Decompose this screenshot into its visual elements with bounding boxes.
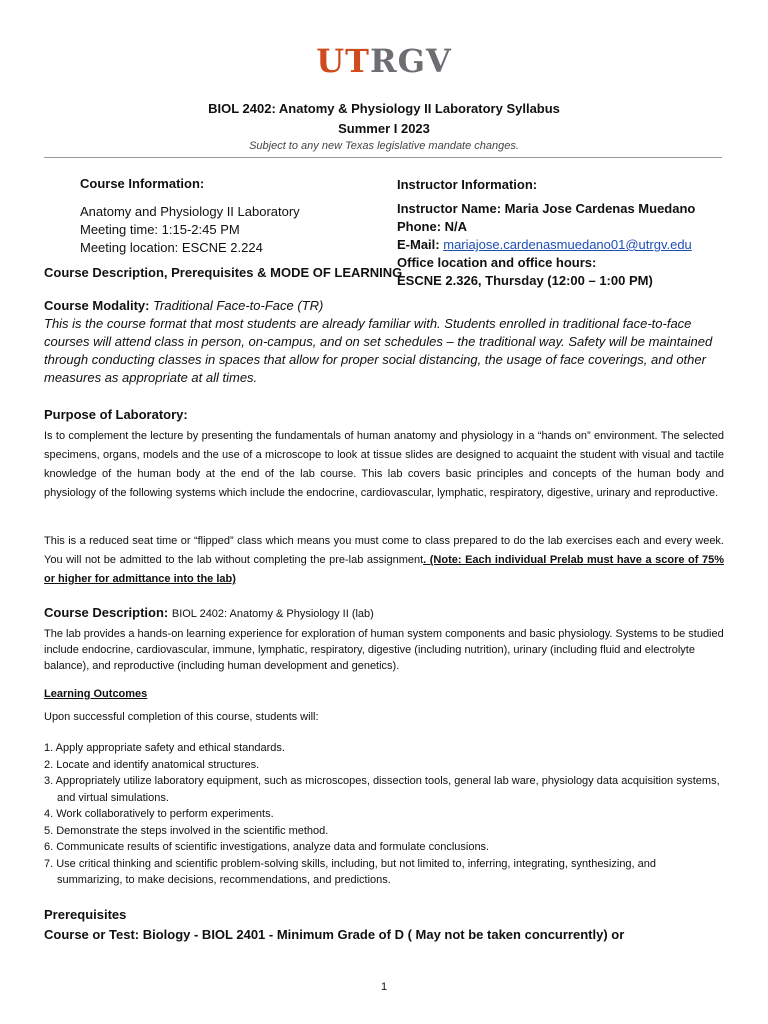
meeting-location: Meeting location: ESCNE 2.224 [80,240,263,255]
instructor-name: Instructor Name: Maria Jose Cardenas Muedano [397,201,696,216]
learning-outcomes-heading: Learning Outcomes [44,688,148,700]
purpose-heading: Purpose of Laboratory: [44,407,188,422]
instructor-email-link[interactable]: mariajose.cardenasmuedano01@utrgv.edu [443,237,692,252]
meeting-time: Meeting time: 1:15-2:45 PM [80,222,240,237]
list-item: 5. Demonstrate the steps involved in the scientific method. [44,824,329,837]
instructor-info-block [397,200,727,290]
instructor-email-row [397,236,727,254]
list-item: 2. Locate and identify anatomical structures. [44,758,260,771]
course-description-line [44,604,734,622]
syllabus-title: BIOL 2402: Anatomy & Physiology II Laboratory Syllabus [208,101,560,116]
purpose-paragraph-2 [44,532,724,589]
instructor-info-heading: Instructor Information: [397,177,538,192]
email-label: E-Mail: [397,237,444,252]
list-item: 7. Use critical thinking and scientific problem-solving skills, including, but not limited to, inferring, integrating, synthesizing, and summarizing, to make decisions, recommendations, and predictions. [44,857,657,886]
logo-rgv: RGV [369,42,452,80]
course-description-text: The lab provides a hands-on learning experience for exploration of human system components and basic physiology. Systems to be studied include endocrine, cardiovascular, immune, lymphatic, respiratory, digestive (including nutrition), urinary (including fluid and electrolyte balance), and reproductive (including human development and genetics). [44,628,724,672]
course-info-heading: Course Information: [80,176,205,191]
modality-line [44,297,724,315]
office-label: Office location and office hours: [397,255,597,270]
instructor-phone: Phone: N/A [397,219,468,234]
office-hours: ESCNE 2.326, Thursday (12:00 – 1:00 PM) [397,273,653,288]
modality-value: Traditional Face-to-Face (TR) [153,298,324,313]
page-number: 1 [380,981,388,993]
logo-ut: UT [316,42,370,80]
prerequisites-heading: Prerequisites [44,907,127,922]
course-name: Anatomy and Physiology II Laboratory [80,204,300,219]
utrgv-logo [0,42,768,80]
syllabus-term: Summer I 2023 [338,121,430,136]
course-description-value: BIOL 2402: Anatomy & Physiology II (lab) [171,608,374,620]
header-divider [44,157,722,158]
modality-label: Course Modality: [44,298,154,313]
course-description-label: Course Description: [44,605,172,620]
purpose-paragraph-1: Is to complement the lecture by presenting the fundamentals of human anatomy and physiology in a “hands on” environment. The selected specimens, organs, models and the use of a microscope to look at tissue slides are designed to acquaint the student with visual and tactile knowledge of the human body at the end of the lab course. This lab covers basic principles and concepts of the human body and physiology of the following systems which include the endocrine, cardiovascular, lymphatic, respiratory, digestive, urinary and reproductive. [44,430,724,499]
prelab-note: . (Note: Each individual Prelab must have a score of 75% or higher for admittance into the lab) [44,554,724,585]
course-info-block [80,203,300,257]
modality-section [44,297,724,387]
list-item: 3. Appropriately utilize laboratory equipment, such as microscopes, dissection tools, general lab ware, physiology data acquisition systems, and virtual simulations. [44,775,720,804]
description-prereq-heading: Course Description, Prerequisites & MODE OF LEARNING [44,265,403,280]
list-item: 4. Work collaboratively to perform experiments. [44,808,274,820]
learning-outcomes-list [44,740,724,889]
modality-text: This is the course format that most students are already familiar with. Students enrolled in traditional face-to-face courses will attend class in person, on-campus, and on set schedules – the traditional way. Safety will be maintained through conducting classes in spaces that allow for proper social distancing, the usage of face coverings, and other measures as appropriate at all times. [44,316,713,385]
legislative-note: Subject to any new Texas legislative mandate changes. [249,140,519,152]
prerequisites-text: Course or Test: Biology - BIOL 2401 - Minimum Grade of D ( May not be taken concurrently) or [44,927,625,942]
list-item: 6. Communicate results of scientific investigations, analyze data and formulate conclusions. [44,841,490,853]
learning-outcomes-intro: Upon successful completion of this course, students will: [44,711,319,723]
flipped-class-text: This is a reduced seat time or “flipped” class which means you must come to class prepared to do the lab exercises each and every week. You will not be admitted to the lab without completing the pre-lab assignment [44,535,724,566]
list-item: 1. Apply appropriate safety and ethical standards. [44,742,285,754]
